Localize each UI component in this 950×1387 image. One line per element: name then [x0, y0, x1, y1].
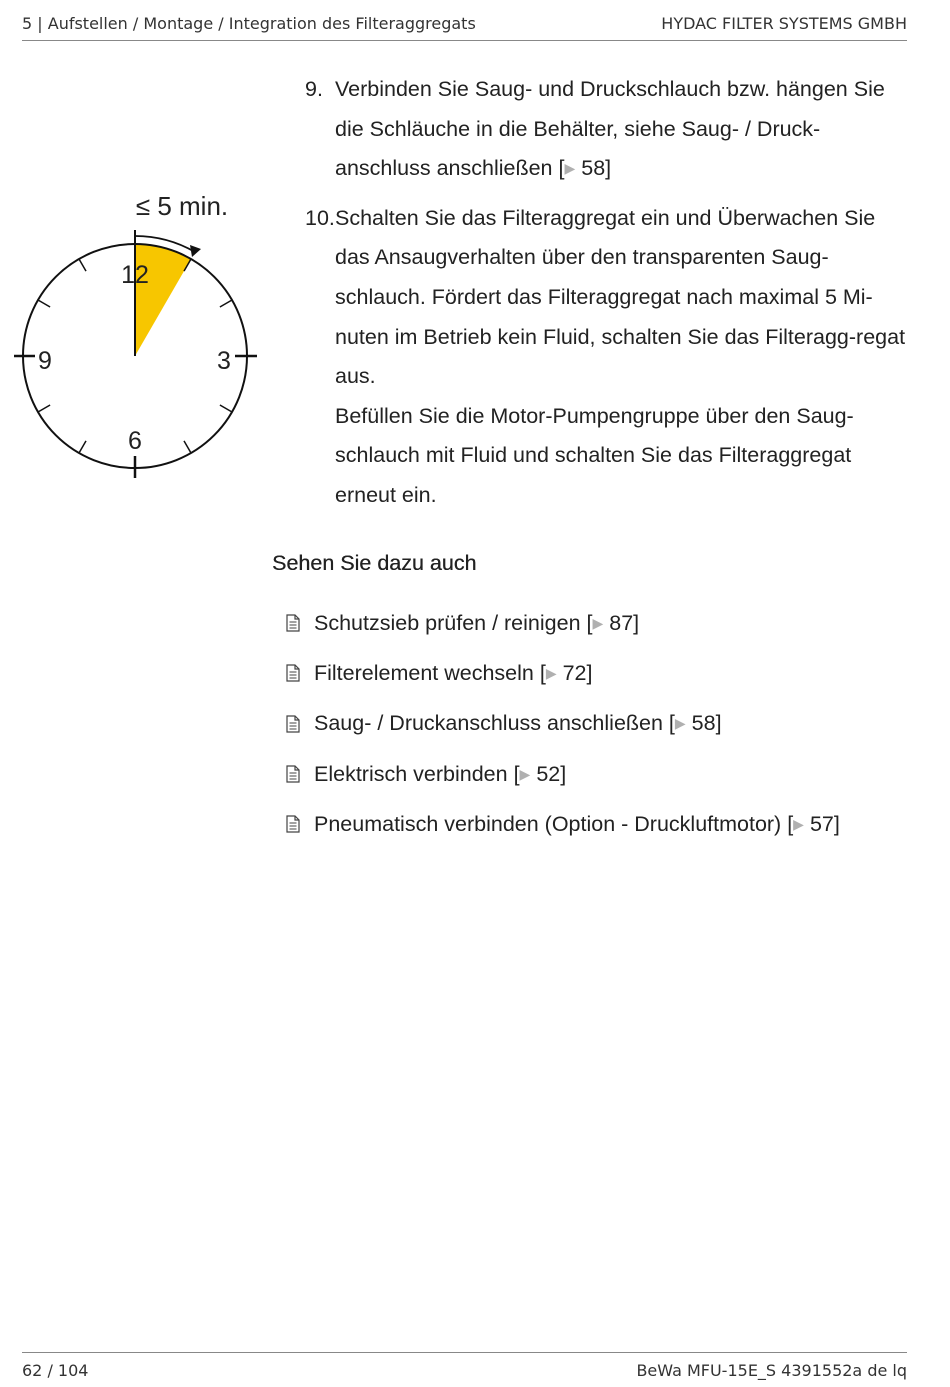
step-number: 9. — [305, 77, 323, 101]
see-also-link[interactable]: Saug- / Druckanschluss anschließen [ — [314, 711, 675, 736]
xref-arrow-icon: ▶ — [793, 815, 804, 832]
see-also-link[interactable]: Pneumatisch verbinden (Option - Druckluftmotor) [ — [314, 811, 794, 836]
header-company: HYDAC FILTER SYSTEMS GMBH — [661, 14, 907, 33]
clock-figure — [14, 190, 264, 480]
step-9 — [282, 70, 912, 189]
document-icon — [284, 815, 302, 833]
see-also-heading: Sehen Sie dazu auch — [272, 551, 477, 575]
xref-arrow-icon: ▶ — [592, 614, 604, 631]
see-also-item[interactable] — [284, 749, 924, 799]
page-footer — [22, 1352, 907, 1380]
clock-tick — [220, 405, 232, 412]
step-text: Verbinden Sie Saug- und Druckschlauch bzw. hängen Sie die Schläuche in die Behälter, siehe Saug- / Druck-anschluss anschließen [▶ 58] — [335, 77, 885, 181]
time-limit-label: ≤ 5 min. — [135, 191, 229, 221]
xref-arrow-icon: ▶ — [519, 765, 531, 782]
see-also-ref[interactable]: 58] — [691, 711, 722, 736]
xref-arrow-icon: ▶ — [674, 715, 686, 732]
arrow-head-icon — [190, 245, 201, 257]
step-number: 10. — [305, 205, 335, 230]
page-header — [22, 14, 907, 41]
see-also-link[interactable]: Filterelement wechseln [ — [314, 660, 546, 685]
see-also-item[interactable] — [284, 648, 924, 698]
document-icon — [284, 765, 302, 783]
see-also-ref[interactable]: 57] — [809, 811, 840, 836]
xref-arrow-icon: ▶ — [564, 160, 576, 177]
clock-tick — [184, 441, 191, 453]
clock-tick — [38, 405, 50, 412]
see-also-item[interactable] — [284, 598, 924, 648]
see-also-ref[interactable]: 87] — [609, 610, 640, 635]
document-icon — [284, 614, 302, 632]
header-chapter: 5 | Aufstellen / Montage / Integration des Filteraggregats — [22, 14, 476, 33]
clock-tick — [79, 259, 86, 271]
document-icon — [284, 664, 302, 682]
dial-label-6: 6 — [128, 427, 142, 455]
page-number: 62 / 104 — [22, 1361, 89, 1380]
cross-reference-link[interactable]: 58] — [581, 156, 612, 181]
xref-arrow-icon: ▶ — [545, 664, 557, 681]
document-id: BeWa MFU-15E_S 4391552a de lq — [636, 1361, 907, 1380]
clock-tick — [38, 300, 50, 307]
instruction-steps — [282, 70, 912, 526]
clock-tick — [79, 441, 86, 453]
see-also-item[interactable] — [284, 699, 924, 749]
see-also-ref[interactable]: 72] — [562, 660, 593, 685]
see-also-item[interactable] — [284, 799, 924, 849]
dial-label-12: 12 — [121, 261, 149, 289]
see-also-list — [284, 598, 924, 849]
dial-label-3: 3 — [217, 347, 231, 375]
see-also-ref[interactable]: 52] — [536, 761, 567, 786]
see-also-link[interactable]: Schutzsieb prüfen / reinigen [ — [314, 610, 593, 635]
step-text: Schalten Sie das Filteraggregat ein und Überwachen Sie das Ansaugverhalten über den transparenten Saug-schlauch. Fördert das Filteraggregat nach maximal 5 Mi-nuten im Betrieb kein Fluid, schalten Sie das Filteragg-regat aus. Befüllen Sie die Motor-Pumpengruppe über den Saug-schlauch mit Fluid und schalten Sie das Filteraggregat erneut ein. — [335, 205, 906, 507]
clock-tick — [220, 300, 232, 307]
step-10 — [282, 199, 912, 516]
see-also-link[interactable]: Elektrisch verbinden [ — [314, 761, 520, 786]
dial-label-9: 9 — [38, 347, 52, 375]
document-icon — [284, 715, 302, 733]
